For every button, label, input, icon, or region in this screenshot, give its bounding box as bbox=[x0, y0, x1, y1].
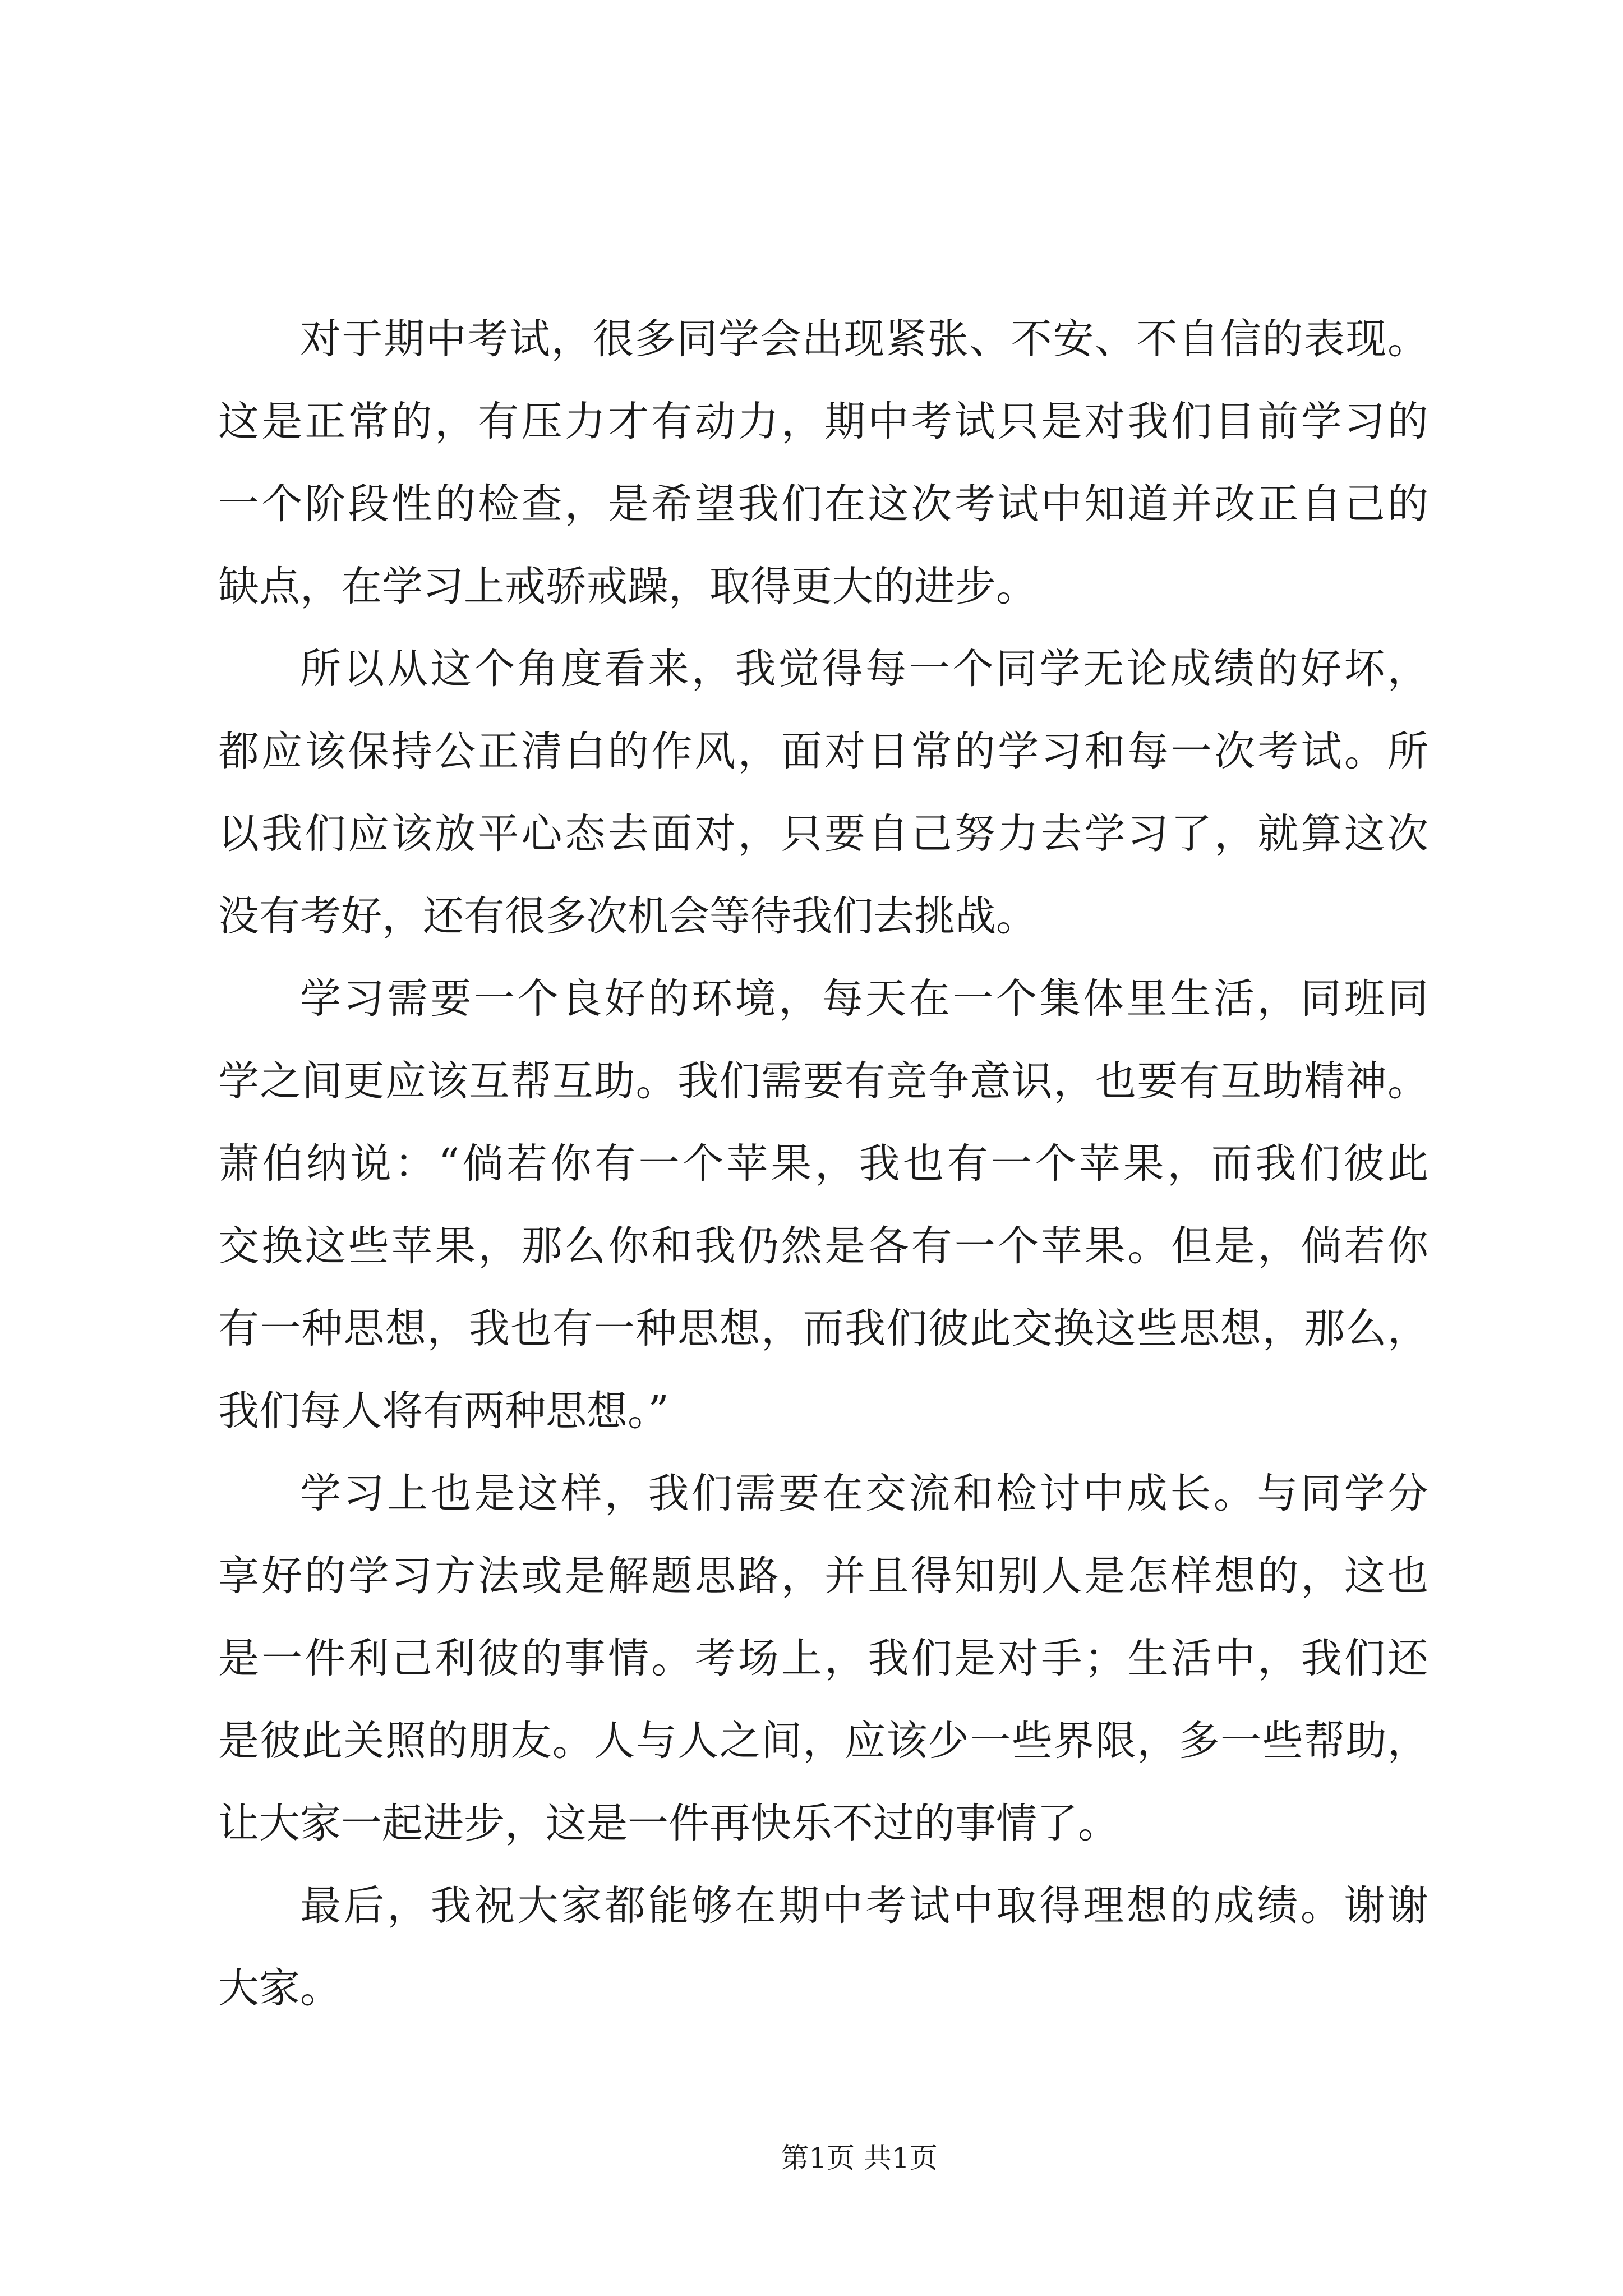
text-line: 萧伯纳说：“倘若你有一个苹果，我也有一个苹果，而我们彼此 bbox=[218, 1140, 1428, 1188]
text-line: 缺点，在学习上戒骄戒躁，取得更大的进步。 bbox=[218, 563, 1037, 610]
paragraph bbox=[218, 958, 1428, 1452]
text-line: 一个阶段性的检查，是希望我们在这次考试中知道并改正自己的 bbox=[218, 480, 1428, 528]
text-line: 大家。 bbox=[218, 1964, 341, 2012]
text-line: 学习需要一个良好的环境，每天在一个集体里生活，同班同 bbox=[300, 975, 1428, 1023]
text-line: 交换这些苹果，那么你和我仍然是各有一个苹果。但是，倘若你 bbox=[218, 1222, 1428, 1270]
paragraph bbox=[218, 628, 1428, 958]
text-line: 最后，我祝大家都能够在期中考试中取得理想的成绩。谢谢 bbox=[300, 1882, 1428, 1930]
text-line: 对于期中考试，很多同学会出现紧张、不安、不自信的表现。 bbox=[300, 315, 1428, 363]
text-line: 所以从这个角度看来，我觉得每一个同学无论成绩的好坏， bbox=[300, 645, 1428, 693]
paragraph bbox=[218, 1452, 1428, 1865]
text-line: 让大家一起进步，这是一件再快乐不过的事情了。 bbox=[218, 1800, 1119, 1847]
text-line: 学习上也是这样，我们需要在交流和检讨中成长。与同学分 bbox=[300, 1470, 1428, 1517]
text-line: 这是正常的，有压力才有动力，期中考试只是对我们目前学习的 bbox=[218, 398, 1428, 445]
text-line: 是彼此关照的朋友。人与人之间，应该少一些界限，多一些帮助， bbox=[218, 1717, 1428, 1765]
text-line: 都应该保持公正清白的作风，面对日常的学习和每一次考试。所 bbox=[218, 728, 1428, 775]
paragraph bbox=[218, 298, 1428, 628]
text-line: 我们每人将有两种思想。” bbox=[218, 1387, 669, 1435]
document-body bbox=[218, 298, 1428, 2030]
text-line: 学之间更应该互帮互助。我们需要有竞争意识，也要有互助精神。 bbox=[218, 1057, 1428, 1105]
text-line: 以我们应该放平心态去面对，只要自己努力去学习了，就算这次 bbox=[218, 810, 1428, 858]
text-line: 没有考好，还有很多次机会等待我们去挑战。 bbox=[218, 892, 1037, 940]
text-line: 有一种思想，我也有一种思想，而我们彼此交换这些思想，那么， bbox=[218, 1305, 1428, 1352]
page-footer: 第1页 共1页 bbox=[781, 2142, 938, 2174]
text-line: 是一件利己利彼的事情。考场上，我们是对手；生活中，我们还 bbox=[218, 1635, 1428, 1682]
paragraph bbox=[218, 1865, 1428, 2030]
text-line: 享好的学习方法或是解题思路，并且得知别人是怎样想的，这也 bbox=[218, 1552, 1428, 1600]
